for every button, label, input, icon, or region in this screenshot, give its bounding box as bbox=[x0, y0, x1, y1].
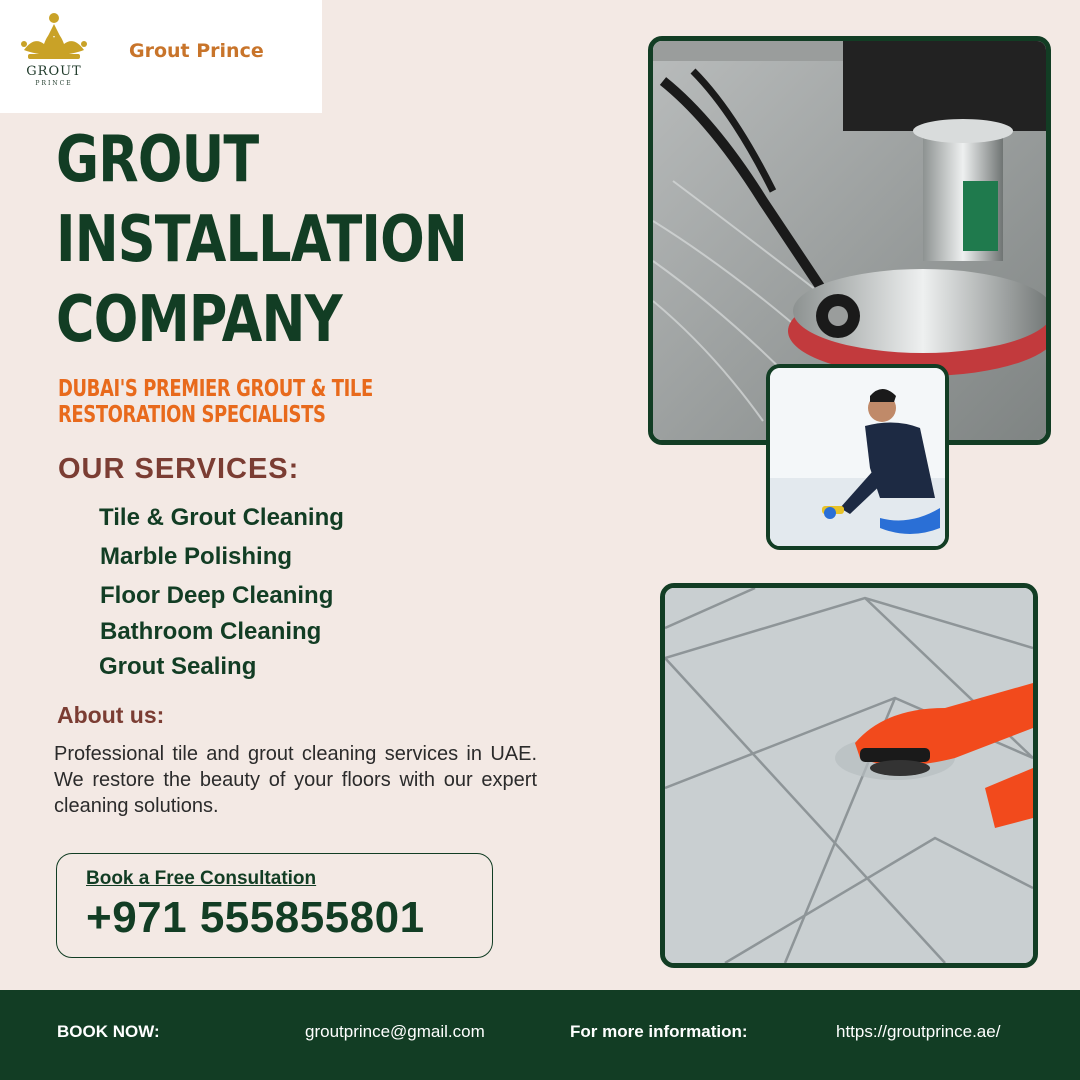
services-heading: OUR SERVICES: bbox=[58, 453, 300, 485]
about-heading: About us: bbox=[57, 702, 165, 728]
headline-line-1: GROUT bbox=[56, 123, 259, 197]
book-consultation-link[interactable]: Book a Free Consultation bbox=[86, 868, 317, 889]
service-item: Tile & Grout Cleaning bbox=[99, 504, 344, 531]
service-item: Floor Deep Cleaning bbox=[100, 582, 334, 609]
brand-name: Grout Prince bbox=[129, 40, 264, 62]
service-item: Bathroom Cleaning bbox=[100, 618, 322, 645]
page-title bbox=[56, 120, 468, 360]
headline-line-2: INSTALLATION bbox=[56, 203, 468, 277]
service-item: Marble Polishing bbox=[100, 543, 293, 570]
book-now-label: BOOK NOW: bbox=[57, 1022, 160, 1041]
service-item: Grout Sealing bbox=[99, 653, 257, 680]
logo-box bbox=[0, 0, 322, 113]
worker-cleaning-photo bbox=[766, 364, 949, 550]
email-link[interactable]: groutprince@gmail.com bbox=[305, 1022, 485, 1041]
logo-wordmark: GROUT bbox=[26, 64, 82, 79]
headline-line-3: COMPANY bbox=[56, 283, 342, 357]
tagline: DUBAI'S PREMIER GROUT & TILE RESTORATION SPECIALISTS bbox=[58, 376, 373, 428]
logo-subtitle: PRINCE bbox=[35, 80, 73, 87]
about-text: Professional tile and grout cleaning services in UAE. We restore the beauty of your floors with our expert cleaning solutions. bbox=[54, 743, 537, 817]
phone-number[interactable]: +971 555855801 bbox=[86, 893, 425, 942]
tile-scrubbing-photo bbox=[660, 583, 1038, 968]
website-link[interactable]: https://groutprince.ae/ bbox=[836, 1022, 1001, 1041]
more-info-label: For more information: bbox=[570, 1022, 748, 1041]
